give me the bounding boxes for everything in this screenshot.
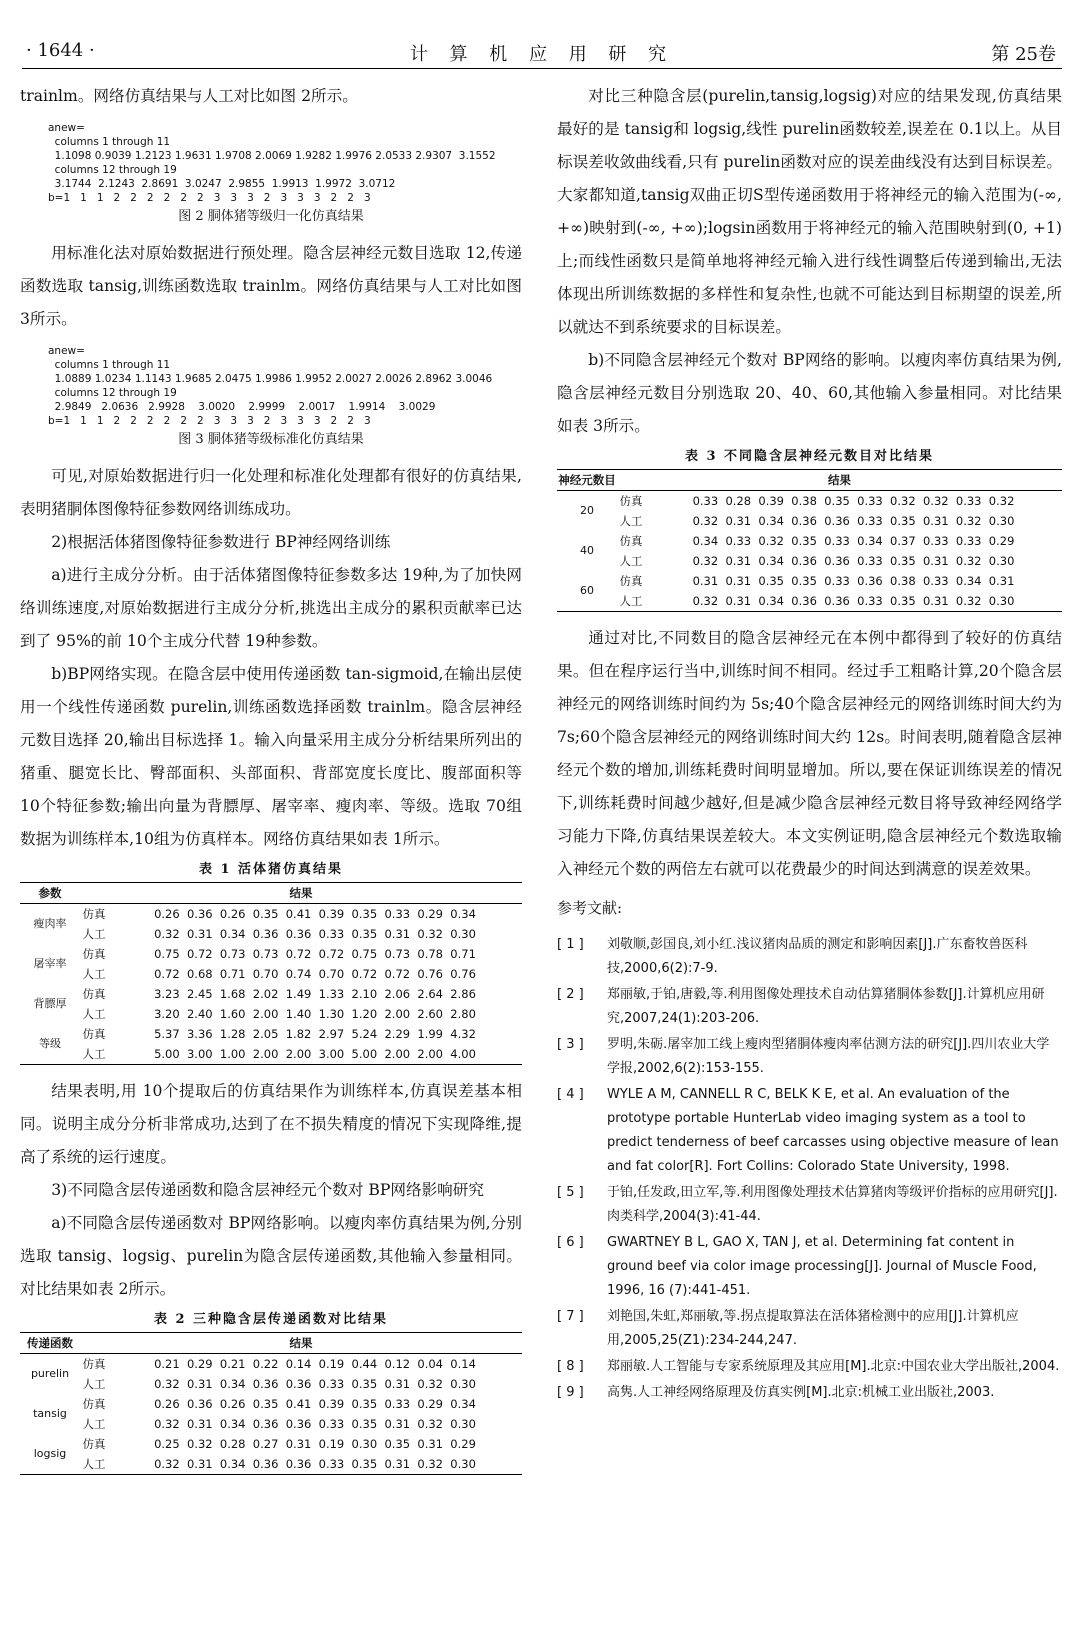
table-header: 结果 [617,470,1062,491]
reference-item [557,933,1062,981]
row-values: 5.37 3.36 1.28 2.05 1.82 2.97 5.24 2.29 1.99 4.32 [154,1027,476,1041]
row-values: 5.00 3.00 1.00 2.00 2.00 3.00 5.00 2.00 2.00 4.00 [154,1047,476,1061]
paragraph: 通过对比,不同数目的隐含层神经元在本例中都得到了较好的仿真结果。但在程序运行当中,训练时间不相同。经过手工粗略计算,20个隐含层神经元的网络训练时间约为 5s;40个隐含层神经元的网络训练时间大约为 7s;60个隐含层神经元的网络训练时间大约 12s。时间表明,随着隐含层神经元个数的增加,训练耗费时间明显增加。所以,要在保证训练误差的情况下,训练耗费时间越少越好,但是减少隐含层神经元数目将导致神经网络学习能力下降,仿真结果误差较大。本文实例证明,隐含层神经元个数选取输入神经元个数的两倍左右就可以花费最少的时间达到满意的误差效果。 [557,629,1062,878]
table-header: 参数 [20,883,80,904]
row-values: 0.31 0.31 0.35 0.35 0.33 0.36 0.38 0.33 0.34 0.31 [692,574,1015,588]
reference-item [557,1231,1062,1303]
table-row [557,491,1062,512]
reference-number: [ 2 ] [557,987,584,1002]
reference-number: [ 1 ] [557,937,584,952]
row-values: 0.72 0.68 0.71 0.70 0.74 0.70 0.72 0.72 0.76 0.76 [154,967,476,981]
row-type-label: 仿真 [619,574,643,588]
row-group-label: 瘦肉率 [33,917,67,930]
row-type-label: 仿真 [619,534,643,548]
row-values: 0.32 0.31 0.34 0.36 0.36 0.33 0.35 0.31 0.32 0.30 [154,1457,476,1471]
left-column [20,80,522,1485]
row-values: 0.21 0.29 0.21 0.22 0.14 0.19 0.44 0.12 0.04 0.14 [154,1357,476,1371]
row-values: 0.32 0.31 0.34 0.36 0.36 0.33 0.35 0.31 0.32 0.30 [692,554,1015,568]
page-header [22,38,1062,69]
paragraph: 用标准化法对原始数据进行预处理。隐含层神经元数目选取 12,传递函数选取 tansig,训练函数选取 trainlm。网络仿真结果与人工对比如图 3所示。 [20,244,522,328]
row-type-label: 人工 [619,594,643,608]
table-row [20,1374,522,1394]
row-type-label: 仿真 [82,1397,106,1411]
table-row [20,984,522,1004]
reference-item [557,983,1062,1031]
reference-number: [ 7 ] [557,1309,584,1324]
table-row [557,511,1062,531]
table-row [557,591,1062,612]
volume-label: 第 25卷 [991,44,1056,65]
right-column [557,80,1062,1407]
table-header: 传递函数 [20,1333,80,1354]
reference-number: [ 5 ] [557,1185,584,1200]
row-type-label: 仿真 [82,1357,106,1371]
row-type-label: 仿真 [82,987,106,1001]
row-type-label: 人工 [82,1377,106,1391]
reference-item [557,1305,1062,1353]
reference-number: [ 6 ] [557,1235,584,1250]
table-row [20,1434,522,1454]
table-row [20,1004,522,1024]
row-group-label: 60 [580,584,594,597]
row-group-label: 20 [580,504,594,517]
reference-number: [ 9 ] [557,1385,584,1400]
row-values: 0.26 0.36 0.26 0.35 0.41 0.39 0.35 0.33 0.29 0.34 [154,907,476,921]
row-values: 0.32 0.31 0.34 0.36 0.36 0.33 0.35 0.31 0.32 0.30 [154,1377,476,1391]
journal-title: 计 算 机 应 用 研 究 [409,44,675,65]
row-type-label: 人工 [82,967,106,981]
row-type-label: 人工 [82,1417,106,1431]
references-heading: 参考文献: [557,899,623,917]
reference-number: [ 8 ] [557,1359,584,1374]
paragraph: 可见,对原始数据进行归一化处理和标准化处理都有很好的仿真结果,表明猪胴体图像特征参数网络训练成功。 [20,467,522,518]
row-type-label: 仿真 [82,907,106,921]
reference-item [557,1381,1062,1405]
row-values: 0.33 0.28 0.39 0.38 0.35 0.33 0.32 0.32 0.33 0.32 [692,494,1015,508]
table-row [20,924,522,944]
reference-text: 高隽.人工神经网络原理及仿真实例[M].北京:机械工业出版社,2003. [607,1385,995,1400]
row-type-label: 仿真 [82,1437,106,1451]
reference-item [557,1033,1062,1081]
reference-text: 刘敬顺,彭国良,刘小红.浅议猪肉品质的测定和影响因素[J].广东畜牧兽医科技,2000,6(2):7-9. [607,937,1028,976]
row-type-label: 仿真 [82,1027,106,1041]
paragraph: a)进行主成分分析。由于活体猪图像特征参数多达 19种,为了加快网络训练速度,对原始数据进行主成分分析,挑选出主成分的累积贡献率已达到了 95%的前 10个主成分代替 19种参数。 [20,566,522,650]
row-type-label: 仿真 [619,494,643,508]
paragraph: 对比三种隐含层(purelin,tansig,logsig)对应的结果发现,仿真结果最好的是 tansig和 logsig,线性 purelin函数较差,误差在 0.1以上。从目标误差收敛曲线看,只有 purelin函数对应的误差曲线没有达到目标误差。大家都知道,tansig双曲正切S型传递函数用于将神经元的输入范围为(-∞, +∞)映射到(-∞, +∞);logsin函数用于将神经元的输入范围映射到(0, +1)上;而线性函数只是简单地将神经元输入进行线性调整后传递到输出,无法体现出所训练数据的多样性和复杂性,也就不可能达到目标期望的误差,所以就达不到系统要求的目标误差。 [557,87,1062,336]
table-row [20,1354,522,1375]
table-row [20,964,522,984]
reference-text: 郑丽敏.人工智能与专家系统原理及其应用[M].北京:中国农业大学出版社,2004. [607,1359,1060,1374]
table-header: 神经元数目 [557,470,617,491]
row-values: 0.32 0.31 0.34 0.36 0.36 0.33 0.35 0.31 0.32 0.30 [154,1417,476,1431]
table-header: 结果 [80,883,522,904]
row-values: 0.34 0.33 0.32 0.35 0.33 0.34 0.37 0.33 0.33 0.29 [692,534,1015,548]
row-values: 0.26 0.36 0.26 0.35 0.41 0.39 0.35 0.33 0.29 0.34 [154,1397,476,1411]
table-row [557,551,1062,571]
paragraph: b)不同隐含层神经元个数对 BP网络的影响。以瘦肉率仿真结果为例,隐含层神经元数目分别选取 20、40、60,其他输入参量相同。对比结果如表 3所示。 [557,351,1062,435]
paragraph: 结果表明,用 10个提取后的仿真结果作为训练样本,仿真误差基本相同。说明主成分分析非常成功,达到了在不损失精度的情况下实现降维,提高了系统的运行速度。 [20,1082,522,1166]
row-group-label: 屠宰率 [33,957,67,970]
page-number: · 1644 · [26,40,95,61]
code-output-fig2: anew= columns 1 through 11 1.1098 0.9039 1.2123 1.9631 1.9708 2.0069 1.9282 1.9976 2.0533 2.9307 3.1552 columns 12 through 19 3.1744 2.1243 2.8691 3.0247 2.9855 1.9913 1.9972 3.0712 b=1 1 1 2 2 2 2 2 2 3 3 3 2 3 3 3 2 2 3 [48,122,496,204]
row-group-label: tansig [33,1407,67,1420]
row-type-label: 仿真 [82,947,106,961]
table-row [20,1414,522,1434]
table-1 [20,882,522,1065]
table-caption: 表 2 三种隐含层传递函数对比结果 [153,1312,389,1327]
section-heading: 2)根据活体猪图像特征参数进行 BP神经网络训练 [51,533,391,551]
reference-text: 于铂,任发政,田立军,等.利用图像处理技术估算猪肉等级评价指标的应用研究[J].肉类科学,2004(3):41-44. [607,1185,1058,1224]
row-values: 0.32 0.31 0.34 0.36 0.36 0.33 0.35 0.31 0.32 0.30 [154,927,476,941]
row-values: 0.25 0.32 0.28 0.27 0.31 0.19 0.30 0.35 0.31 0.29 [154,1437,476,1451]
row-type-label: 人工 [619,514,643,528]
row-values: 0.75 0.72 0.73 0.73 0.72 0.72 0.75 0.73 0.78 0.71 [154,947,476,961]
table-header: 结果 [80,1333,522,1354]
table-row [20,1024,522,1044]
paragraph: a)不同隐含层传递函数对 BP网络影响。以瘦肉率仿真结果为例,分别选取 tansig、logsig、purelin为隐含层传递函数,其他输入参量相同。对比结果如表 2所示。 [20,1214,522,1298]
code-output-fig3: anew= columns 1 through 11 1.0889 1.0234 1.1143 1.9685 2.0475 1.9986 1.9952 2.0027 2.0026 2.8962 3.0046 columns 12 through 19 2.9849 2.0636 2.9928 3.0020 2.9999 2.0017 1.9914 3.0029 b=1 1 1 2 2 2 2 2 2 3 3 3 2 3 3 3 2 2 3 [48,345,493,427]
reference-item [557,1083,1062,1179]
table-row [20,904,522,925]
table-2 [20,1332,522,1475]
paragraph: trainlm。网络仿真结果与人工对比如图 2所示。 [20,87,358,105]
row-group-label: 背膘厚 [33,997,67,1010]
table-caption: 表 1 活体猪仿真结果 [198,862,344,877]
reference-number: [ 4 ] [557,1087,584,1102]
row-values: 0.32 0.31 0.34 0.36 0.36 0.33 0.35 0.31 0.32 0.30 [692,514,1015,528]
table-row [20,944,522,964]
table-row [20,1454,522,1475]
reference-item [557,1181,1062,1229]
row-type-label: 人工 [619,554,643,568]
row-type-label: 人工 [82,1007,106,1021]
paragraph: b)BP网络实现。在隐含层中使用传递函数 tan-sigmoid,在输出层使用一个线性传递函数 purelin,训练函数选择函数 trainlm。隐含层神经元数目选择 20,输出目标选择 1。输入向量采用主成分分析结果所列出的猪重、腿宽长比、臀部面积、头部面积、背部宽度长度比、腹部面积等 10个特征参数;输出向量为背膘厚、屠宰率、瘦肉率、等级。选取 70组数据为训练样本,10组为仿真样本。网络仿真结果如表 1所示。 [20,665,522,848]
table-row [20,1044,522,1065]
table-row [20,1394,522,1414]
reference-text: 罗明,朱砺.屠宰加工线上瘦肉型猪胴体瘦肉率估测方法的研究[J].四川农业大学学报,2002,6(2):153-155. [607,1037,1050,1076]
row-values: 0.32 0.31 0.34 0.36 0.36 0.33 0.35 0.31 0.32 0.30 [692,594,1015,608]
row-group-label: purelin [30,1367,70,1380]
figure-caption: 图 2 胴体猪等级归一化仿真结果 [178,209,364,224]
reference-text: 郑丽敏,于铂,唐毅,等.利用图像处理技术自动估算猪胴体参数[J].计算机应用研究,2007,24(1):203-206. [607,987,1045,1026]
table-row [557,571,1062,591]
reference-text: GWARTNEY B L, GAO X, TAN J, et al. Determining fat content in ground beef via color image processing[J]. Journal of Muscle Food, 1996, 16 (7):441-451. [607,1235,1037,1298]
table-caption: 表 3 不同隐含层神经元数目对比结果 [684,449,935,464]
row-type-label: 人工 [82,1457,106,1471]
row-type-label: 人工 [82,1047,106,1061]
references-list [557,933,1062,1405]
row-values: 3.23 2.45 1.68 2.02 1.49 1.33 2.10 2.06 2.64 2.86 [154,987,476,1001]
figure-caption: 图 3 胴体猪等级标准化仿真结果 [178,432,364,447]
reference-text: 刘艳国,朱虹,郑丽敏,等.拐点提取算法在活体猪检测中的应用[J].计算机应用,2005,25(Z1):234-244,247. [607,1309,1019,1348]
table-3 [557,469,1062,612]
row-group-label: 40 [580,544,594,557]
reference-text: WYLE A M, CANNELL R C, BELK K E, et al. An evaluation of the prototype portable HunterLab video imaging system as a tool to predict tenderness of beef carcasses using objective measure of lean and fat color[R]. Fort Collins: Colorado State University, 1998. [607,1087,1059,1174]
table-row [557,531,1062,551]
reference-item [557,1355,1062,1379]
row-values: 3.20 2.40 1.60 2.00 1.40 1.30 1.20 2.00 2.60 2.80 [154,1007,476,1021]
row-type-label: 人工 [82,927,106,941]
section-heading: 3)不同隐含层传递函数和隐含层神经元个数对 BP网络影响研究 [51,1181,484,1199]
row-group-label: 等级 [39,1037,61,1050]
row-group-label: logsig [33,1447,67,1460]
reference-number: [ 3 ] [557,1037,584,1052]
